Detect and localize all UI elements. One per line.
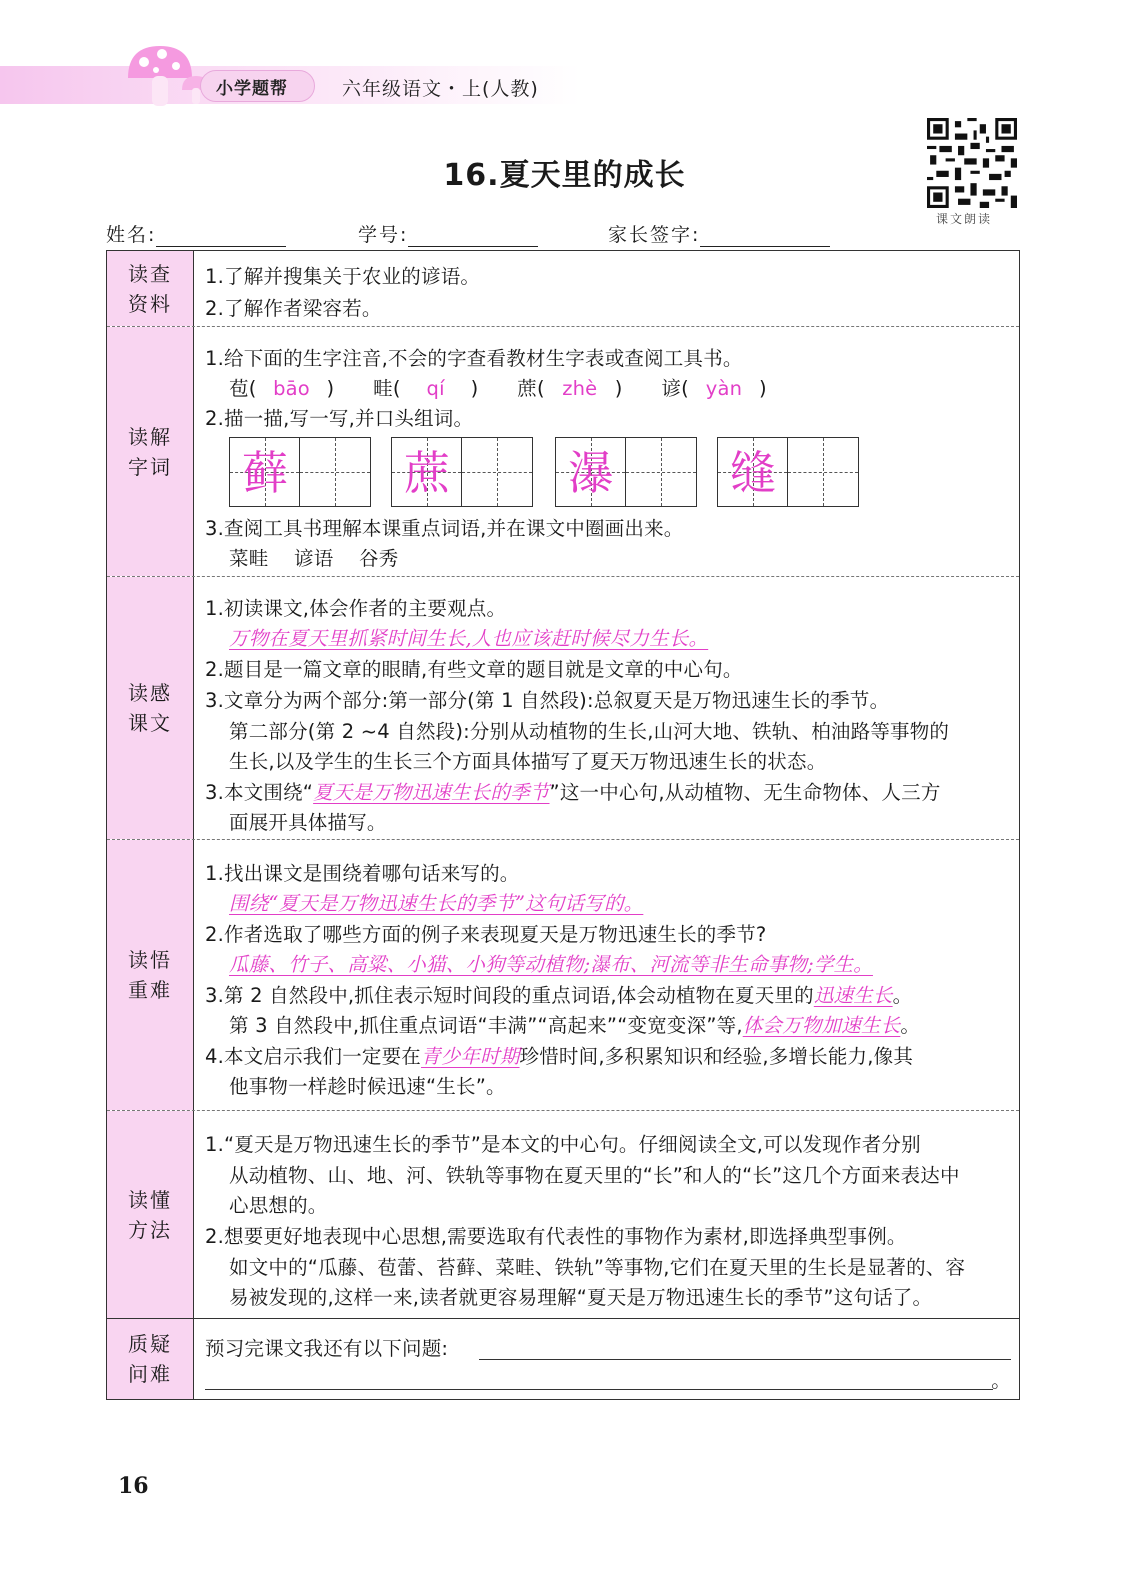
answer-text: 万物在夏天里抓紧时间生长,人也应该赶时候尽力生长。 [229,627,709,650]
paragraph-line: 他事物一样趁时候迅速“生长”。 [229,1075,506,1098]
question-text: 1.初读课文,体会作者的主要观点。 [205,597,507,620]
parent-sign-field[interactable] [608,220,830,247]
paragraph-line: 如文中的“瓜藤、苞蕾、苔藓、菜畦、铁轨”等事物,它们在夏天里的生长是显著的、容 [229,1256,966,1279]
paragraph-line: 4.本文启示我们一定要在青少年时期珍惜时间,多积累知识和经验,多增长能力,像其 [205,1045,914,1068]
writing-grid[interactable] [555,437,697,507]
list-item: 1.了解并搜集关于农业的谚语。 [205,265,481,288]
answer-text: 青少年时期 [421,1045,520,1068]
trace-char: 蔗 [404,446,450,500]
list-item: 2.了解作者梁容若。 [205,297,382,320]
name-label: 姓名: [106,224,157,246]
answer-text: 体会万物加速生长 [742,1014,901,1037]
answer-line[interactable] [479,1359,1011,1360]
question-prompt: 预习完课文我还有以下问题: [205,1337,449,1360]
paragraph-line: 3.本文围绕“夏天是万物迅速生长的季节”这一中心句,从动植物、无生命物体、人三方 [205,781,941,804]
paragraph-line: 2.题目是一篇文章的眼睛,有些文章的题目就是文章的中心句。 [205,658,743,681]
section-method [107,1110,1019,1318]
mushroom-icon [120,40,210,110]
writing-grid[interactable] [717,437,859,507]
pinyin-answer[interactable]: yàn [705,377,743,400]
writing-grid[interactable] [229,437,371,507]
preview-table [106,250,1020,1400]
trace-char: 缝 [730,446,776,500]
book-title: 六年级语文・上(人教) [342,78,539,100]
number-line[interactable] [408,225,538,247]
line-end-mark: 。 [991,1369,1011,1392]
brand-name: 小学题帮 [216,79,288,99]
qr-label: 课文朗读 [936,212,993,226]
section-label: 读感 课文 [107,577,194,839]
paragraph-line: 心思想的。 [229,1194,328,1217]
answer-text: 夏天是万物迅速生长的季节 [313,781,550,804]
paragraph-line: 面展开具体描写。 [229,811,387,834]
question-text: 2.作者选取了哪些方面的例子来表现夏天是万物迅速生长的季节? [205,923,767,946]
paragraph-line: 第二部分(第 2 ~4 自然段):分别从动植物的生长,山河大地、铁轨、柏油路等事物的 [229,720,950,743]
page-number: 16 [118,1473,149,1499]
section-label: 读悟 重难 [107,840,194,1110]
paragraph-line: 易被发现的,这样一来,读者就更容易理解“夏天是万物迅速生长的季节”这句话了。 [229,1286,933,1309]
parent-sign-label: 家长签字: [608,224,701,246]
number-label: 学号: [358,224,409,246]
answer-text: 围绕“夏天是万物迅速生长的季节”这句话写的。 [229,892,644,915]
section-words [107,326,1019,576]
question-text: 3.查阅工具书理解本课重点词语,并在课文中圈画出来。 [205,517,684,540]
paragraph-line: 从动植物、山、地、河、铁轨等事物在夏天里的“长”和人的“长”这几个方面来表达中 [229,1164,960,1187]
answer-text: 瓜藤、竹子、高粱、小猫、小狗等动植物;瀑布、河流等非生命事物;学生。 [229,953,873,976]
paragraph-line: 3.第 2 自然段中,抓住表示短时间段的重点词语,体会动植物在夏天里的迅速生长。 [205,984,913,1007]
pinyin-answer[interactable]: bāo [273,377,310,400]
section-research [107,251,1019,326]
paragraph-line: 3.文章分为两个部分:第一部分(第 1 自然段):总叙夏天是万物迅速生长的季节。 [205,689,890,712]
paragraph-line: 2.想要更好地表现中心思想,需要选取有代表性的事物作为素材,即选择典型事例。 [205,1225,907,1248]
key-words: 菜畦 谚语 谷秀 [229,547,399,570]
section-label: 读查 资料 [107,251,194,326]
pinyin-answer[interactable]: zhè [562,377,598,400]
answer-text: 迅速生长 [813,984,893,1007]
number-field[interactable] [358,220,538,247]
question-text: 1.找出课文是围绕着哪句话来写的。 [205,862,520,885]
pinyin-row: 苞( bāo ) 畦( qí ) 蔗( zhè ) 谚( yàn ) [229,377,767,400]
section-reading [107,576,1019,839]
question-text: 1.给下面的生字注音,不会的字查看教材生字表或查阅工具书。 [205,347,743,370]
name-field[interactable] [106,220,286,247]
trace-char: 藓 [242,446,288,500]
question-text: 2.描一描,写一写,并口头组词。 [205,407,474,430]
trace-char: 瀑 [568,446,614,500]
lesson-title: 16.夏天里的成长 [443,158,686,193]
section-label: 读解 字词 [107,327,194,576]
name-line[interactable] [156,225,286,247]
pinyin-answer[interactable]: qí [426,377,445,400]
paragraph-line: 生长,以及学生的生长三个方面具体描写了夏天万物迅速生长的状态。 [229,750,827,773]
section-label: 读懂 方法 [107,1111,194,1318]
writing-grid[interactable] [391,437,533,507]
parent-sign-line[interactable] [700,225,830,247]
paragraph-line: 1.“夏天是万物迅速生长的季节”是本文的中心句。仔细阅读全文,可以发现作者分别 [205,1133,921,1156]
section-key-points [107,839,1019,1110]
paragraph-line: 第 3 自然段中,抓住重点词语“丰满”“高起来”“变宽变深”等,体会万物加速生长。 [229,1014,921,1037]
section-questions [107,1318,1019,1399]
section-label: 质疑 问难 [107,1319,194,1399]
answer-line[interactable] [205,1389,993,1390]
